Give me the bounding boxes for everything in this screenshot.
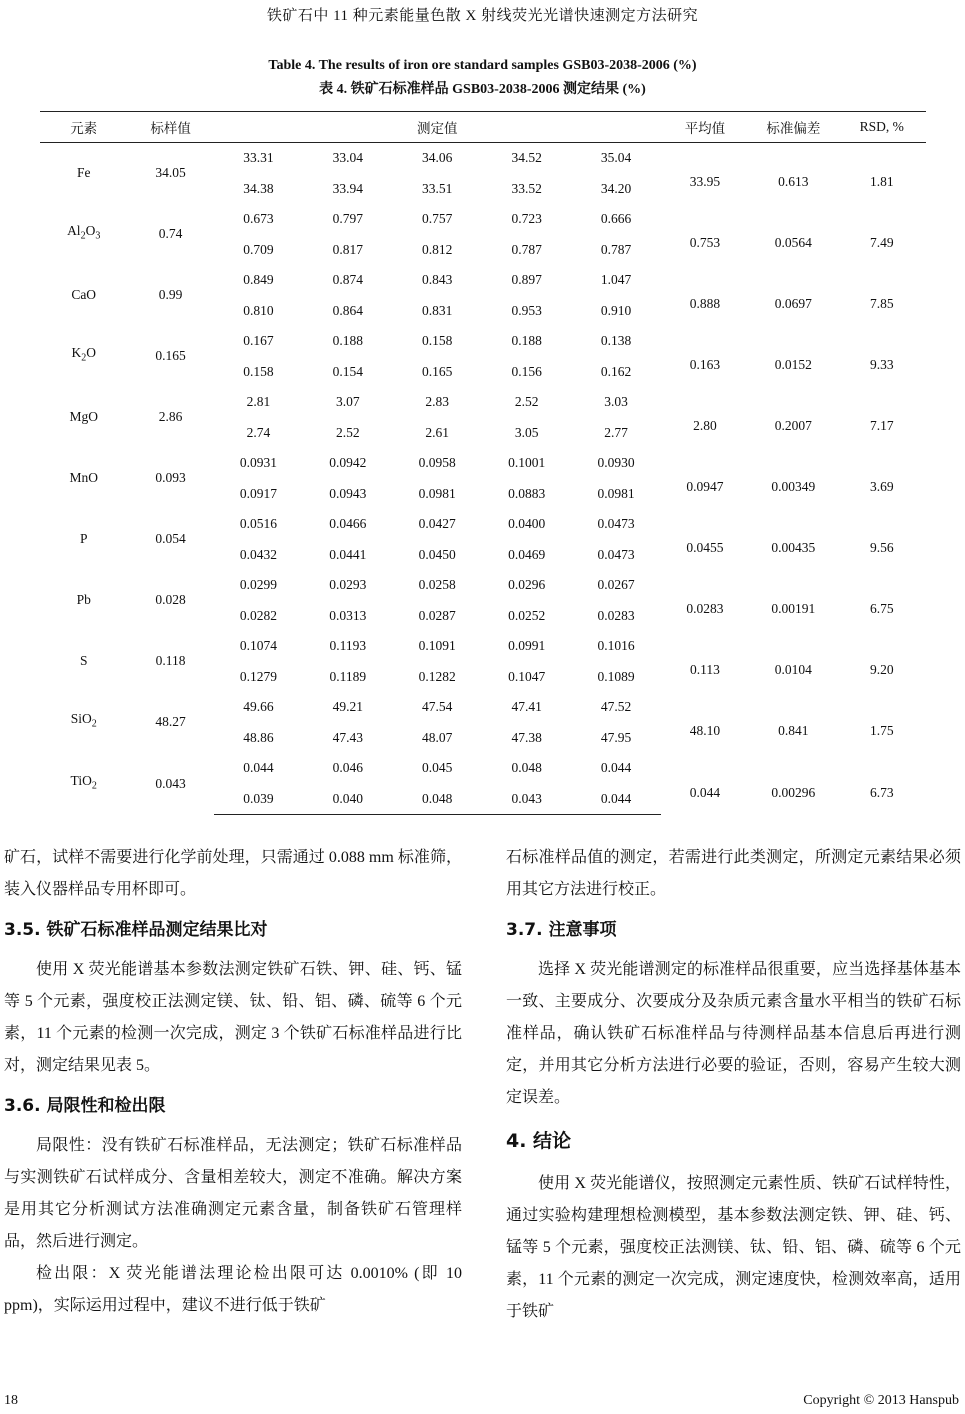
measured-value-cell: 33.04 <box>332 150 364 165</box>
element-cell <box>40 387 127 448</box>
standard-value-cell: 34.05 <box>155 165 186 181</box>
measured-value-cell: 0.953 <box>511 302 542 318</box>
measured-value-cell: 0.0981 <box>597 485 635 501</box>
element-name: K <box>71 345 82 361</box>
measured-value-cell: 2.77 <box>604 424 628 440</box>
measured-value-cell: 0.0267 <box>597 577 635 592</box>
element-cell <box>40 692 127 753</box>
element-name-tail: O <box>86 345 96 361</box>
mean-value-cell: 33.95 <box>689 174 721 190</box>
table-row <box>40 509 926 540</box>
measured-value-cell: 0.864 <box>332 302 364 318</box>
measured-value-cell: 0.0516 <box>239 516 278 531</box>
rsd-value-cell: 9.20 <box>869 662 894 678</box>
header-measured: 测定值 <box>214 112 661 143</box>
measured-value-cell: 0.812 <box>422 241 453 257</box>
measured-value-cell: 33.52 <box>511 180 542 196</box>
section-heading-3-7: 3.7. 注意事项 <box>506 920 617 940</box>
mean-value-cell: 0.113 <box>690 662 720 678</box>
table-row <box>40 692 926 723</box>
sd-value-cell: 0.00191 <box>771 601 816 617</box>
measured-value-cell: 0.0287 <box>418 607 456 623</box>
results-table <box>40 111 926 815</box>
table-caption-en: Table 4. The results of iron ore standard samples GSB03-2038-2006 (%) <box>268 58 697 73</box>
element-name: TiO <box>70 772 92 788</box>
rsd-value-cell: 7.49 <box>869 235 894 251</box>
sd-value-cell: 0.0104 <box>774 662 812 678</box>
measured-value-cell: 0.831 <box>422 302 453 318</box>
measured-value-cell: 47.52 <box>600 699 632 714</box>
measured-value-cell: 47.38 <box>511 729 542 745</box>
measured-value-cell: 34.20 <box>600 180 632 196</box>
measured-value-cell: 0.0258 <box>418 577 456 592</box>
element-cell <box>40 326 127 387</box>
measured-value-cell: 0.0450 <box>418 546 456 562</box>
mean-value-cell: 0.888 <box>689 296 721 312</box>
element-name: MnO <box>69 470 98 486</box>
measured-value-cell: 1.047 <box>600 272 632 287</box>
table-caption-zh: 表 4. 铁矿石标准样品 GSB03-2038-2006 测定结果 (%) <box>319 82 646 97</box>
measured-value-cell: 0.0313 <box>329 607 367 623</box>
mean-value-cell: 0.0283 <box>686 601 724 617</box>
left-column <box>4 842 462 1322</box>
measured-value-cell: 47.43 <box>332 729 364 745</box>
measured-value-cell: 0.1089 <box>597 668 635 684</box>
measured-value-cell: 0.843 <box>422 272 453 287</box>
table-row <box>40 143 926 174</box>
standard-value-cell: 0.028 <box>155 592 186 608</box>
measured-value-cell: 0.0469 <box>508 546 546 562</box>
element-cell <box>40 753 127 815</box>
measured-value-cell: 0.1189 <box>329 668 367 684</box>
measured-value-cell: 0.0400 <box>508 516 546 531</box>
table-row <box>40 265 926 296</box>
rsd-value-cell: 6.73 <box>869 784 894 800</box>
measured-value-cell: 0.044 <box>571 784 660 815</box>
measured-value-cell: 2.74 <box>246 424 271 440</box>
element-cell <box>40 509 127 570</box>
standard-value-cell: 0.99 <box>158 287 183 303</box>
mean-value-cell: 0.0455 <box>686 540 724 556</box>
rsd-value-cell: 3.69 <box>869 479 894 495</box>
measured-value-cell: 48.07 <box>422 729 453 745</box>
measured-value-cell: 47.95 <box>600 729 632 745</box>
measured-value-cell: 0.709 <box>243 241 274 257</box>
right-paragraph-2: 选择 X 荧光能谱测定的标准样品很重要，应当选择基体基本一致、主要成分、次要成分及杂质元素含量水平相当的铁矿石标准样品，确认铁矿石标准样品与待测样品基本信息后再进行测定，并用其它分析方法进行必要的验证，否则，容易产生较大测定误差。 <box>506 961 961 1106</box>
measured-value-cell: 0.0943 <box>329 485 367 501</box>
measured-value-cell: 0.723 <box>511 211 542 226</box>
measured-value-cell: 0.1016 <box>597 638 635 653</box>
measured-value-cell: 0.0441 <box>329 546 367 562</box>
measured-value-cell: 0.0432 <box>239 546 278 562</box>
measured-value-cell: 33.31 <box>243 150 274 165</box>
measured-value-cell: 0.154 <box>332 363 364 379</box>
measured-value-cell: 2.52 <box>336 424 360 440</box>
header-element: 元素 <box>40 112 127 143</box>
mean-value-cell: 0.0947 <box>686 479 724 495</box>
table-row <box>40 204 926 235</box>
element-name: SiO <box>70 711 92 727</box>
table-row <box>40 570 926 601</box>
measured-value-cell: 33.51 <box>422 180 453 196</box>
standard-value-cell: 0.043 <box>155 775 186 791</box>
measured-value-cell: 0.0473 <box>597 546 635 562</box>
measured-value-cell: 34.06 <box>422 150 453 165</box>
copyright-notice: Copyright © 2013 Hanspub <box>803 1393 959 1408</box>
measured-value-cell: 0.167 <box>243 333 274 348</box>
measured-value-cell: 0.044 <box>243 760 274 775</box>
element-cell <box>40 143 127 205</box>
table-row <box>40 631 926 662</box>
measured-value-cell: 0.849 <box>243 272 274 287</box>
measured-value-cell: 2.83 <box>425 394 450 409</box>
section-heading-4: 4. 结论 <box>506 1130 572 1152</box>
measured-value-cell: 0.048 <box>393 784 482 815</box>
right-column <box>506 842 961 1328</box>
mean-value-cell: 0.163 <box>689 357 721 373</box>
measured-value-cell: 0.158 <box>422 333 453 348</box>
measured-value-cell: 2.61 <box>425 424 450 440</box>
element-name: S <box>79 653 88 669</box>
measured-value-cell: 0.043 <box>482 784 571 815</box>
sd-value-cell: 0.613 <box>778 174 809 190</box>
measured-value-cell: 0.1091 <box>418 638 456 653</box>
measured-value-cell: 3.03 <box>604 394 628 409</box>
section-heading-3-5: 3.5. 铁矿石标准样品测定结果比对 <box>4 920 268 940</box>
measured-value-cell: 3.07 <box>336 394 360 409</box>
right-paragraph-1: 石标准样品值的测定，若需进行此类测定，所测定元素结果必须用其它方法进行校正。 <box>506 849 961 898</box>
measured-value-cell: 49.21 <box>332 699 364 714</box>
sd-value-cell: 0.00349 <box>771 479 816 495</box>
standard-value-cell: 2.86 <box>158 409 183 425</box>
measured-value-cell: 0.666 <box>600 211 632 226</box>
standard-value-cell: 0.74 <box>158 226 183 242</box>
measured-value-cell: 0.044 <box>600 760 632 775</box>
section-heading-3-6: 3.6. 局限性和检出限 <box>4 1096 166 1116</box>
element-cell <box>40 631 127 692</box>
sd-value-cell: 0.0697 <box>774 296 812 312</box>
element-subscript: 2 <box>81 353 87 365</box>
standard-value-cell: 48.27 <box>155 714 186 730</box>
measured-value-cell: 0.158 <box>243 363 274 379</box>
measured-value-cell: 0.817 <box>332 241 364 257</box>
standard-value-cell: 0.118 <box>155 653 186 669</box>
rsd-value-cell: 9.33 <box>869 357 894 373</box>
element-cell <box>40 570 127 631</box>
rsd-value-cell: 9.56 <box>869 540 894 556</box>
running-head: 铁矿石中 11 种元素能量色散 X 射线荧光光谱快速测定方法研究 <box>266 8 699 24</box>
measured-value-cell: 0.0917 <box>239 485 278 501</box>
measured-value-cell: 0.188 <box>332 333 364 348</box>
measured-value-cell: 0.040 <box>303 784 392 815</box>
measured-value-cell: 0.048 <box>511 760 542 775</box>
measured-value-cell: 0.1279 <box>239 668 278 684</box>
measured-value-cell: 0.810 <box>243 302 274 318</box>
measured-value-cell: 0.1193 <box>329 638 367 653</box>
measured-value-cell: 33.94 <box>332 180 364 196</box>
measured-value-cell: 0.0883 <box>508 485 546 501</box>
mean-value-cell: 0.753 <box>689 235 721 251</box>
rsd-value-cell: 1.81 <box>869 174 894 190</box>
element-name: Al <box>67 223 81 239</box>
measured-value-cell: 0.1001 <box>508 455 546 470</box>
left-paragraph-3: 局限性：没有铁矿石标准样品，无法测定；铁矿石标准样品与实测铁矿石试样成分、含量相差较大，测定不准确。解决方案是用其它分析测试方法准确测定元素含量，制备铁矿石管理样品，然后进行测定。 <box>4 1137 462 1250</box>
measured-value-cell: 3.05 <box>514 424 539 440</box>
measured-value-cell: 0.162 <box>600 363 632 379</box>
measured-value-cell: 47.41 <box>511 699 542 714</box>
header-rsd: RSD, % <box>838 112 926 143</box>
measured-value-cell: 0.0958 <box>418 455 456 470</box>
measured-value-cell: 0.897 <box>511 272 542 287</box>
element-cell <box>40 204 127 265</box>
measured-value-cell: 2.52 <box>514 394 539 409</box>
sd-value-cell: 0.00296 <box>771 784 816 800</box>
element-subscript: 3 <box>95 231 101 243</box>
measured-value-cell: 2.81 <box>246 394 271 409</box>
measured-value-cell: 0.874 <box>332 272 364 287</box>
standard-value-cell: 0.165 <box>155 348 186 364</box>
right-paragraph-3: 使用 X 荧光能谱仪，按照测定元素性质、铁矿石试样特性，通过实验构建理想检测模型，基本参数法测定铁、钾、硅、钙、锰等 5 个元素，强度校正法测镁、钛、铅、铝、磷、硫等 6 个元素，11 个元素的测定一次完成，测定速度快，检测效率高，适用于铁矿 <box>506 1175 961 1320</box>
measured-value-cell: 0.0930 <box>597 455 635 470</box>
measured-value-cell: 47.54 <box>422 699 453 714</box>
table-row <box>40 387 926 418</box>
results-table-wrapper <box>40 111 926 815</box>
measured-value-cell: 49.66 <box>243 699 274 714</box>
sd-value-cell: 0.00435 <box>771 540 816 556</box>
measured-value-cell: 0.138 <box>600 333 632 348</box>
measured-value-cell: 0.1047 <box>508 668 546 684</box>
element-subscript: 2 <box>80 231 86 243</box>
sd-value-cell: 0.2007 <box>774 418 812 434</box>
left-paragraph-4: 检出限：X 荧光能谱法理论检出限可达 0.0010% (即 10 ppm)，实际运用过程中，建议不进行低于铁矿 <box>4 1265 462 1314</box>
measured-value-cell: 0.0282 <box>239 607 278 623</box>
element-name: CaO <box>71 287 97 303</box>
rsd-value-cell: 7.17 <box>869 418 894 434</box>
element-subscript: 2 <box>91 719 97 731</box>
mean-value-cell: 48.10 <box>689 723 721 739</box>
standard-value-cell: 0.054 <box>155 531 186 547</box>
measured-value-cell: 0.0942 <box>329 455 367 470</box>
element-name: Fe <box>76 165 91 181</box>
measured-value-cell: 0.0296 <box>508 577 546 592</box>
measured-value-cell: 0.1074 <box>239 638 278 653</box>
table-row <box>40 448 926 479</box>
sd-value-cell: 0.0152 <box>774 357 812 373</box>
element-name: Pb <box>76 592 91 608</box>
table-header-row <box>40 112 926 143</box>
measured-value-cell: 0.787 <box>511 241 542 257</box>
measured-value-cell: 35.04 <box>600 150 632 165</box>
header-standard: 标样值 <box>127 112 213 143</box>
table-body <box>40 143 926 815</box>
element-cell <box>40 448 127 509</box>
sd-value-cell: 0.0564 <box>774 235 812 251</box>
header-sd: 标准偏差 <box>749 112 837 143</box>
rsd-value-cell: 1.75 <box>869 723 894 739</box>
mean-value-cell: 0.044 <box>689 784 721 800</box>
element-name: P <box>79 531 88 547</box>
measured-value-cell: 0.0931 <box>239 455 278 470</box>
left-paragraph-1: 矿石，试样不需要进行化学前处理，只需通过 0.088 mm 标准筛，装入仪器样品专用杯即可。 <box>4 849 462 898</box>
measured-value-cell: 0.039 <box>214 784 303 815</box>
measured-value-cell: 0.188 <box>511 333 542 348</box>
measured-value-cell: 0.156 <box>511 363 542 379</box>
standard-value-cell: 0.093 <box>155 470 186 486</box>
table-row <box>40 753 926 784</box>
table-row <box>40 326 926 357</box>
measured-value-cell: 0.1282 <box>418 668 456 684</box>
page-number: 18 <box>4 1393 18 1408</box>
measured-value-cell: 0.045 <box>422 760 453 775</box>
mean-value-cell: 2.80 <box>693 418 717 434</box>
element-subscript: 2 <box>91 780 97 792</box>
rsd-value-cell: 7.85 <box>869 296 894 312</box>
sd-value-cell: 0.841 <box>778 723 809 739</box>
measured-value-cell: 0.0252 <box>508 607 546 623</box>
measured-value-cell: 0.0283 <box>597 607 635 623</box>
measured-value-cell: 0.046 <box>332 760 364 775</box>
rsd-value-cell: 6.75 <box>869 601 894 617</box>
measured-value-cell: 0.910 <box>600 302 632 318</box>
element-name: MgO <box>69 409 98 425</box>
measured-value-cell: 0.0991 <box>508 638 546 653</box>
measured-value-cell: 0.0299 <box>239 577 278 592</box>
measured-value-cell: 0.757 <box>422 211 453 226</box>
left-paragraph-2: 使用 X 荧光能谱基本参数法测定铁矿石铁、钾、硅、钙、锰等 5 个元素，强度校正法测定镁、钛、铅、铝、磷、硫等 6 个元素，11 个元素的检测一次完成，测定 3 个铁矿石标准样品进行比对，测定结果见表 5。 <box>4 961 462 1074</box>
measured-value-cell: 34.38 <box>243 180 274 196</box>
header-mean: 平均值 <box>661 112 749 143</box>
measured-value-cell: 0.0981 <box>418 485 456 501</box>
measured-value-cell: 0.165 <box>422 363 453 379</box>
measured-value-cell: 34.52 <box>511 150 542 165</box>
measured-value-cell: 0.0293 <box>329 577 367 592</box>
measured-value-cell: 0.797 <box>332 211 364 226</box>
measured-value-cell: 48.86 <box>243 729 274 745</box>
measured-value-cell: 0.0427 <box>418 516 456 531</box>
measured-value-cell: 0.0466 <box>329 516 367 531</box>
measured-value-cell: 0.787 <box>600 241 632 257</box>
element-cell <box>40 265 127 326</box>
measured-value-cell: 0.673 <box>243 211 274 226</box>
measured-value-cell: 0.0473 <box>597 516 635 531</box>
element-name-tail: O <box>85 223 96 239</box>
